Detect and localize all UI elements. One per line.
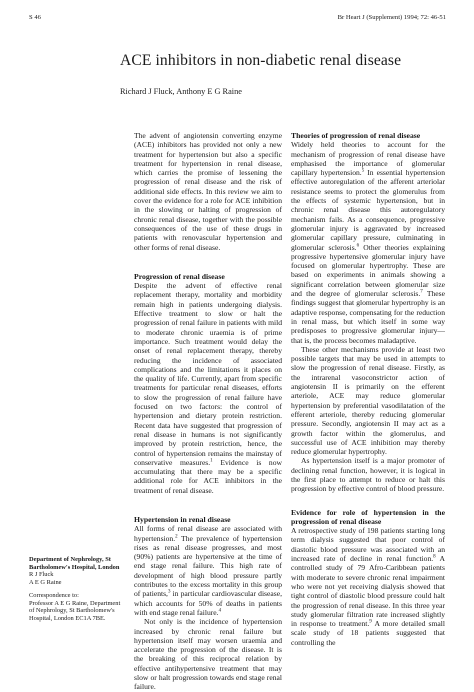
article-title: ACE inhibitors in non-diabetic renal disease — [120, 52, 402, 69]
left-text-column — [134, 131, 282, 692]
journal-citation: Br Heart J (Supplement) 1994; 72: 46-51 — [337, 14, 446, 21]
section-progression-text: Despite the advent of effective renal replacement therapy, mortality and morbidity remain high in patients undergoing dialysis. Effective treatment to slow or halt the progression of renal failure in patients with mild to moderate chronic uraemia is of prime importance. Such treatment would delay the onset of renal replacement therapy, thereby reducing the incidence of associated complications and the limitations it places on the quality of life. Currently, apart from specific treatments for particular renal diseases, efforts to slow the progression of renal failure have focused on two factors: the control of hypertension and dietary protein restriction. Recent data have suggested that progression of renal disease in humans is not significantly improved by protein restriction, hence, the control of hypertension remains the mainstay of conservative measures.$^1$ Evidence is now accumulating that there may be a specific additional role for ACE inhibitors in the treatment of renal disease. — [134, 281, 282, 495]
correspondence-address: Professor A E G Raine, Department of Nephrology, St Bartholomew's Hospital, London EC1A 7BE. — [29, 599, 121, 622]
right-text-column — [291, 131, 445, 647]
section-theories-p2: These other mechanisms provide at least two possible targets that may be used in attempts to slow the progression of renal disease. Firstly, as the intrarenal vasoconstrictor action of angiotensin II is primarily on the efferent arteriole, ACE may reduce glomerular hypertension by preferential vasodilatation of the efferent arteriole, thereby reducing glomerular pressure. Secondly, angiotensin II may act as a growth factor within the glomerulus, and successful use of ACE inhibition may thereby reduce glomerular hypertrophy. — [291, 344, 445, 457]
article-authors: Richard J Fluck, Anthony E G Raine — [120, 87, 242, 96]
section-heading-hypertension: Hypertension in renal disease — [134, 514, 231, 524]
section-heading-progression: Progression of renal disease — [134, 271, 225, 281]
section-hypertension-p1: All forms of renal disease are associated with hypertension.$^2$ The prevalence of hypertension rises as renal disease progresses, and most (90%) patients are hypertensive at the time of end stage renal failure. This high rate of development of high blood pressure partly contributes to the excess mortality in this group of patients,$^3$ in particular cardiovascular disease, which accounts for 50% of deaths in patients with end stage renal failure.$^4$ — [134, 524, 282, 617]
page-number: S 46 — [29, 14, 41, 21]
author-short-1: R J Fluck — [29, 571, 54, 578]
section-heading-evidence: Evidence for role of hypertension in the progression of renal disease — [291, 507, 445, 526]
section-theories-p3: As hypertension itself is a major promoter of declining renal function, however, it is logical in the first place to attempt to reduce or halt this progression by effective control of blood pressure. — [291, 456, 445, 494]
affiliation: Department of Nephrology, St Bartholomew's Hospital, London — [29, 556, 120, 571]
author-short-2: A E G Raine — [29, 578, 62, 586]
author-affiliation-sidebar — [29, 556, 125, 622]
abstract: The advent of angiotensin converting enzyme (ACE) inhibitors has provided not only a new treatment for hypertension but also a specific treatment for hypertension in renal disease, which carries the promise of lessening the progression of renal disease and the risk of additional side effects. In this review we aim to cover the evidence for a role for ACE inhibition in the slowing or halting of progression of chronic renal disease, together with the possible consequences of the use of these drugs in patients with renovascular hypertension and other forms of renal disease. — [134, 131, 282, 252]
correspondence-label: Correspondence to: — [29, 592, 79, 599]
section-evidence-p1: A retrospective study of 198 patients starting long term dialysis suggested that poor control of diastolic blood pressure was associated with an increased rate of decline in renal function.$^8$ A controlled study of 79 Afro-Caribbean patients with moderate to severe chronic renal impairment who were not yet receiving dialysis showed that tight control of diastolic blood pressure could halt the progression of renal disease. In this three year study glomerular filtration rate increased slightly in response to treatment.$^9$ A more detailed small scale study of 18 patients suggested that controlling the — [291, 526, 445, 647]
section-heading-theories: Theories of progression of renal disease — [291, 131, 421, 140]
section-hypertension-p2: Not only is the incidence of hypertension increased by chronic renal failure but hypertension itself may worsen uraemia and accelerate the progression of the disease. It is the breaking of this reciprocal relation by effective antihypertensive treatment that may slow or halt progression towards end stage renal failure. — [134, 617, 282, 692]
section-theories-p1: Widely held theories to account for the mechanism of progression of renal disease have emphasised the importance of glomerular capillary hypertension.$^5$ In essential hypertension effective autoregulation of the afferent arteriolar resistance seems to protect the glomerulus from the effects of systemic hypertension, but in chronic renal disease this autoregulatory mechanism fails. As a consequence, progressive glomerular injury is aggravated by increased glomerular capillary pressure, culminating in glomerular sclerosis.$^6$ Other theories explaining progressive hypertensive glomerular injury have focused on glomerular hypertrophy. These are based on experiments in animals showing a significant correlation between glomerular size and the degree of glomerular sclerosis.$^7$ These findings suggest that glomerular hypertrophy is an adaptive response, compensating for the reduction in renal mass, but which itself in some way predisposes to progressive glomerular injury—that is, the process becomes maladaptive. — [291, 140, 446, 345]
